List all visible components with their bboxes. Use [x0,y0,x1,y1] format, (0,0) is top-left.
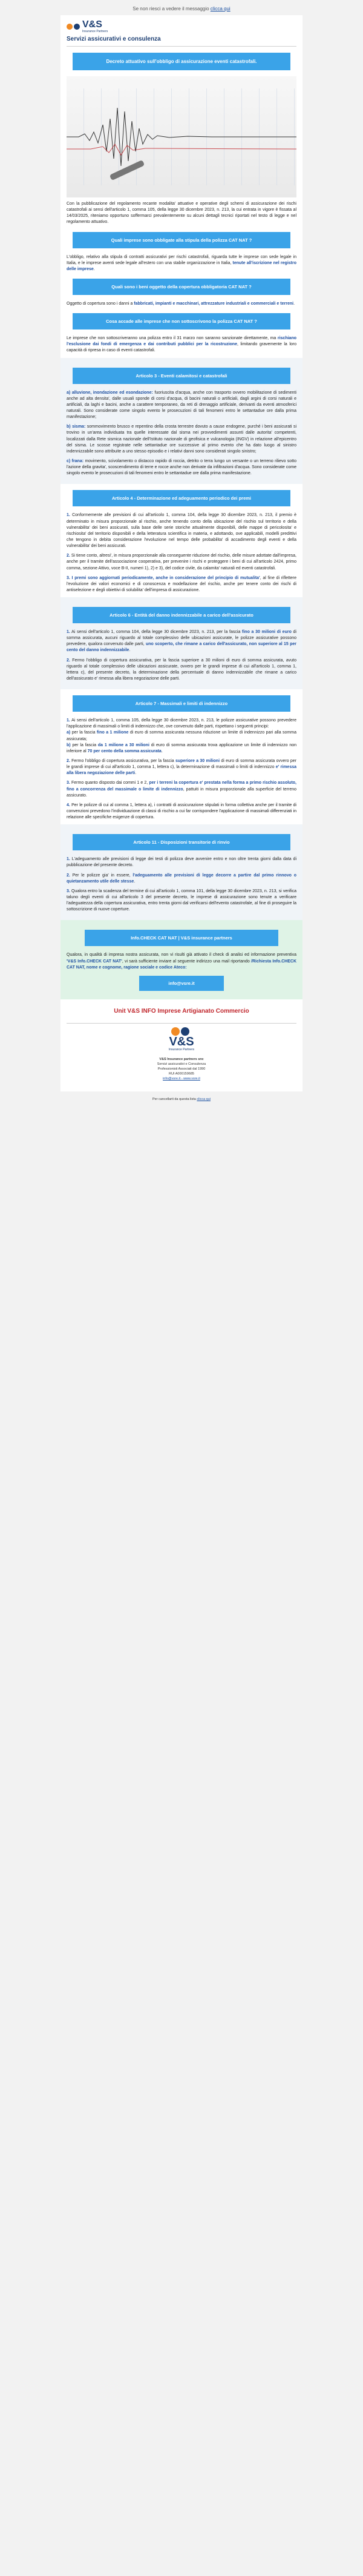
footer-contact-links[interactable]: info@vsre.it - www.vsre.it [163,1076,200,1081]
article-4-title: Articolo 4 - Determinazione ed adeguamento periodico dei premi [73,490,290,506]
seismograph-wave [67,101,296,173]
article-6-title: Articolo 6 - Entità del danno indennizzabile a carico dell'assicurato [73,607,290,623]
preheader-text: Se non riesci a vedere il messaggio [132,6,211,12]
section-title-non-subscribers: Cosa accade alle imprese che non sottoscrivono la polizza CAT NAT ? [73,313,290,329]
footer-line: RUI A000159685 [169,1071,194,1076]
section-text-obligated: L'obbligo, relativo alla stipula di contratti assicurativi per rischi catastrofali, riguarda tutte le imprese con sede legale in Italia, e le imprese aventi sede legale all'estero con una stabile organizzazione in Italia, tenute all'iscrizione nel registro delle imprese. [67,254,296,271]
logo-mark [67,24,80,30]
article-4-p1: 1. Conformemente alle previsioni di cui all'articolo 1, comma 104, della legge 30 dicembre 2023, n. 213, il premio è determinato in misura proporzionale al rischio, anche tenendo conto della ubicazione del rischio sul territorio e della vulnerabilita' dei beni assicurati, sulla base delle serie storiche attualmente disponibili, delle mappe di pericolosita' e rischiosita' del territorio disponibili e della letteratura scientifica in materia, e adottando, ove applicabili, modelli predittivi che tengono in debita considerazione l'evoluzione nel tempo delle probabilita' di accadimento degli eventi e della vulnerabilita' dei beni assicurati. [67,513,296,549]
section-title-covered-goods: Quali sono i beni oggetto della copertura obbligatoria CAT NAT ? [73,279,290,295]
article-7-p3: 3. Fermo quanto disposto dai commi 1 e 2, per i terreni la copertura e' prestata nella forma a primo rischio assoluto, fino a concorrenza del massimale o limite di indennizzo, pattuiti in misura proporzionale alla superficie del terreno assicurato. [67,781,297,798]
footer-logo-name: V&S [169,1035,194,1048]
divider [67,46,296,47]
unsubscribe [60,1091,302,1107]
section-text-non-subscribers: Le imprese che non sottoscriveranno una polizza entro il 31 marzo non saranno sanzionate direttamente, ma rischiano l'esclusione dai fondi di emergenza e dai contributi pubblici per la ricostruzione, limitando gravemente la loro capacità di ripresa in caso di eventi catastrofali. [67,336,296,353]
footer-logo-mark [171,1027,189,1036]
footer-line: Professionisti Associati dal 1990 [157,1067,206,1071]
view-online-link[interactable]: clicca qui [210,6,231,12]
logo-name: V&S [82,19,102,30]
info-check-panel [60,920,302,999]
footer-title: Unit V&S INFO Imprese Artigianato Commercio [114,1007,249,1015]
article-7-p1: 1. Ai sensi dell'articolo 1, comma 105, della legge 30 dicembre 2023, n. 213, le polizze assicurative possono prevedere l'applicazione di massimali o limiti di indennizzo che, ove convenuto dalle parti, rispettano i seguenti principi: a) per la fascia fino a 1 milione di euro di somma assicurata nessuna riduzione un limite di indennizzo pari alla somma assicurata; b) per la fascia da 1 milione a 30 milioni di euro di somma assicurata trova applicazione un limite di indennizzo non inferiore al 70 per cento della somma assicurata. [67,718,297,753]
article-11-p2: 2. Per le polizze gia' in essere, l'adeguamento alle previsioni di legge decorre a partire dal primo rinnovo o quietanzamento utile delle stesse. [67,873,296,884]
intro-text: Con la pubblicazione del regolamento recante modalita' attuative e operative degli schemi di assicurazione dei rischi catastrofali ai sensi dell'articolo 1, comma 105, della legge 30 dicembre 2023, n. 213, la cui entrata in vigore è fissata al 14/03/2025, riteniamo opportuno soffermarci prevalentemente su alcuni dettagli tecnici riportati nel testo di legge e nel regolamento attuativo. [67,202,296,225]
footer-company: V&S Insurance partners snc [159,1057,204,1061]
preheader [60,0,302,15]
article-6-panel [60,597,302,689]
article-7-title: Articolo 7 - Massimali e limiti di indennizzo [73,695,290,712]
article-7-p2: 2. Fermo l'obbligo di copertura assicurativa, per la fascia superiore a 30 milioni di euro di somma assicurata ovvero per le grandi imprese di cui all'articolo 1, comma 1, lettera c), la determinazione di massimali o limiti di indennizzo e' rimessa alla libera negoziazione delle parti. [67,759,297,776]
article-7-p4: 4. Per le polizze di cui al comma 1, lettera a), i contratti di assicurazione stipulati in forma collettiva anche per il tramite di convenzioni prevedono l'individuazione di classi di rischio a cui far corrispondere l'applicazione di massimali differenziati in relazione alle specifiche esigenze di copertura. [67,803,296,820]
main-banner: Decreto attuativo sull'obbligo di assicurazione eventi catastrofali. [73,53,290,70]
section-text-covered-goods: Oggetto di copertura sono i danni a fabbricati, impianti e macchinari, attrezzature industriali e commerciali e terreni. [67,301,295,306]
article-3-a: a) alluvione, inondazione ed esondazione: fuoriuscita d'acqua, anche con trasporto ovvero mobilitazione di sedimenti anche ad alta densita', dalle usuali sponde di corsi d'acqua, di bacini naturali o artificiali, dagli argini di corsi naturali e artificiali, da laghi e bacini, anche a carattere temporaneo, da reti di drenaggio artificiale, derivanti da eventi atmosferici naturali. Sono considerate come singolo evento le prosecuzioni di tali fenomeni entro le settantadue ore dalla prima manifestazione; [67,390,296,420]
article-3-title: Articolo 3 - Eventi calamitosi e catastrofali [73,368,290,384]
article-4-p3: 3. I premi sono aggiornati periodicamente, anche in considerazione del principio di mutualita', al fine di riflettere l'evoluzione dei valori economici e di conoscenza e modellazione del rischio, anche per tenere conto dei rischi di antiselezione e degli obiettivi di solubilita' dell'impresa di assicurazione. [67,575,297,592]
seismograph-image [67,76,296,197]
info-check-title: Info.CHECK CAT NAT | V&S insurance partners [85,930,278,946]
info-email-button[interactable]: info@vsre.it [139,976,224,991]
email-card [60,15,302,1091]
footer-logo [60,1024,302,1055]
article-4-p2: 2. Si tiene conto, altresi', in misura proporzionale alla conseguente riduzione del rischio, delle misure adottate dall'impresa, anche per il tramite dell'associazione cooperativa, per prevenire i rischi e proteggere i beni di cui all'articolo 2424, primo comma, sezione Attivo, voce B-II, numeri 1), 2) e 3), del codice civile, da calamita' naturali ed eventi catastrofali. [67,554,296,571]
section-title-obligated: Quali imprese sono obbligate alla stipula della polizza CAT NAT ? [73,232,290,248]
header-logo [60,15,302,36]
footer-logo-tagline: Insurance Partners [168,1047,195,1051]
footer-line: Servizi assicurativi e Consulenza [157,1062,206,1066]
unsubscribe-text: Per cancellarti da questa lista [152,1097,197,1101]
footer-contact [60,1055,302,1091]
unsubscribe-link[interactable]: clicca qui [197,1097,211,1101]
article-6-p1: 1. Ai sensi dell'articolo 1, comma 104, della legge 30 dicembre 2023, n. 213, per la fascia fino a 30 milioni di euro di somma assicurata, aucuni riguardo al totale complessivo delle ubicazioni assicurate, le polizze assicurative possono prevedere, qualora convenuto dalle parti, uno scoperto, che rimane a carico dell'assicurato, non superiore al 15 per cento del danno indennizzabile. [67,630,296,653]
info-check-text: Qualora, in qualità di impresa nostra assicurata, non vi risulti già attivato il check di analisi ed informazione preventiva 'V&S Info.CHECK CAT NAT', vi sarà sufficiente inviare al seguente indirizzo una mail riportando /Richiesta Info.CHECK CAT NAT, nome e cognome, ragione sociale e codice Ateco: [67,953,296,970]
article-11-p1: 1. L'adeguamento alle previsioni di legge dei testi di polizza deve avvenire entro e non oltre trenta giorni dalla data di pubblicazione del presente decreto. [67,857,296,868]
article-3-b: b) sisma: sommovimento brusco e repentino della crosta terrestre dovuto a cause endogene, purché i beni assicurati si trovino in un'area individuata tra quelle interessate dal sisma nei provvedimenti assunti dalle autorita' competenti, localizzati dalla Rete sismica nazionale dell'Istituto nazionale di geofisica e vulcanologia (INGV) in relazione all'epicentro del sisma. Le scosse registrate nelle settantadue ore successive al primo evento che ha dato luogo al sinistro indennizzabile sono attribuite a uno stesso episodio e i relativi danni sono considerati singolo sinistro; [67,425,297,454]
article-3-c: c) frana: movimento, scivolamento o distacco rapido di roccia, detrito o terra lungo un versante o un terreno rilievo sotto l'azione della gravita', scoscendimento di terre e rocce anche non derivate da infiltrazioni d'acqua. Sono considerate come singolo evento le prosecuzioni di tali fenomeni entro le settantadue ore dalla prima manifestazione. [67,459,296,476]
article-3-panel [60,358,302,485]
article-11-title: Articolo 11 - Disposizioni transitorie di rinvio [73,834,290,850]
brand-line: Servizi assicurativi e consulenza [67,36,161,42]
article-11-p3: 3. Qualora entro la scadenza del termine di cui all'articolo 1, comma 101, della legge 30 dicembre 2023, n. 213, si verifica taluno degli eventi di cui all'articolo 3 del presente decreto, le imprese di assicurazione sono tenute a verificare l'adeguatezza della copertura assicurativa, entro trenta giorni dal verificarsi dell'evento catastrofale, al fine di proseguire la sottoscrizione di nuove coperture. [67,889,296,912]
logo-tagline: Insurance Partners [82,30,108,33]
article-6-p2: 2. Fermo l'obbligo di copertura assicurativa, per la fascia superiore a 30 milioni di euro di somma assicurata, avuto riguardo al totale complessivo delle ubicazioni assicurate, ovvero per le grandi imprese di cui all'articolo 1, comma 1, lettera c), del presente decreto, la determinazione della percentuale di danno indennizzabile che rimane a carico dell'assicurato e' rimessa alla libera negoziazione delle parti. [67,658,296,681]
article-11-panel [60,824,302,920]
